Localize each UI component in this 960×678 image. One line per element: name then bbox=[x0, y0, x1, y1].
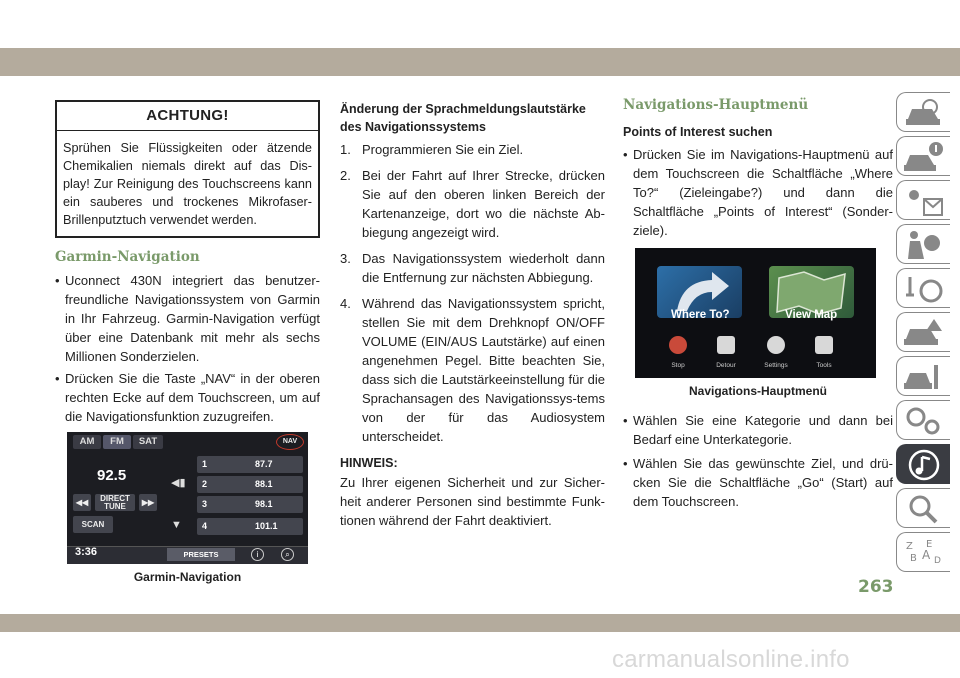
gears-icon bbox=[904, 405, 944, 437]
detour-icon bbox=[717, 336, 735, 354]
note-label: HINWEIS: bbox=[340, 456, 398, 470]
car-warning-icon bbox=[904, 317, 944, 349]
list-item: 4. Während das Navigationssystem spricht, stellen Sie mit dem Drehknopf ON/OFF VOLUME (EIN/AUS Lautstärke) auf einen angenehmen Pegel. Bitte beachten Sie, dass sich die Lautstärkeeinstellung für die Sprachansagen des Navigationssys-tems von der für das Audiosystem unterscheidet. bbox=[340, 296, 605, 444]
note-text: Zu Ihrer eigenen Sicherheit und zur Sicher-heit anderer Personen sind bestimmte Funk-tionen während der Fahrt deaktiviert. bbox=[340, 475, 605, 528]
detour-label: Detour bbox=[716, 362, 736, 369]
tab-index[interactable] bbox=[896, 488, 950, 528]
tab-vehicle-overview[interactable] bbox=[896, 92, 950, 132]
chevron-down-icon: ▼ bbox=[171, 519, 182, 531]
volume-heading: Änderung der Sprachmeldungslautstärke des Navigationssystems bbox=[340, 102, 586, 134]
scan-button: SCAN bbox=[73, 516, 113, 533]
nav-menu-screenshot bbox=[635, 248, 876, 378]
settings-icon bbox=[767, 336, 785, 354]
car-icon bbox=[904, 97, 944, 129]
tab-dashboard[interactable] bbox=[896, 180, 950, 220]
alphabet-icon bbox=[904, 537, 944, 569]
tab-alphabetical[interactable] bbox=[896, 532, 950, 572]
list-item: 3. Das Navigationssystem wiederholt dann die Entfernung zur nächsten Abbiegung. bbox=[340, 251, 605, 285]
magnifier-icon bbox=[904, 493, 944, 525]
clock: 3:36 bbox=[75, 546, 98, 558]
volume-steps bbox=[340, 140, 605, 446]
preset-row: 2 88.1 bbox=[197, 476, 303, 493]
list-item: • Wählen Sie das gewünschte Ziel, und drü-cken Sie die Schaltfläche „Go“ (Start) auf dem Touchscreen. bbox=[623, 454, 893, 511]
seek-back-icon: ◀◀ bbox=[73, 494, 91, 511]
footer-watermark: carmanualsonline.info bbox=[612, 646, 850, 673]
list-item: • Drücken Sie die Taste „NAV“ in der oberen rechten Ecke auf dem Touchscreen, um auf die Navigationsfunktion zuzugreifen. bbox=[55, 369, 320, 426]
column-middle bbox=[340, 100, 605, 530]
tab-maintenance[interactable] bbox=[896, 356, 950, 396]
bottom-band bbox=[0, 614, 960, 632]
chapter-tabs bbox=[896, 92, 954, 576]
list-item: 1. Programmieren Sie ein Ziel. bbox=[340, 142, 524, 157]
tab-driving[interactable] bbox=[896, 268, 950, 308]
where-to-label: Where To? bbox=[671, 309, 730, 321]
tab-technical[interactable] bbox=[896, 400, 950, 440]
list-item: • Uconnect 430N integriert das benutzer-freundliche Navigationssystem von Garmin in Ihr Fahrzeug. Garmin-Navigation verfügt über eine Datenbank mit mehr als sechs Millionen Sonderzielen. bbox=[55, 271, 320, 366]
tools-icon bbox=[815, 336, 833, 354]
presets-button: PRESETS bbox=[167, 548, 235, 561]
svg-text:Z: Z bbox=[906, 541, 913, 552]
view-map-label: View Map bbox=[785, 309, 838, 321]
garmin-bullets bbox=[55, 271, 320, 426]
poi-subheading: Points of Interest suchen bbox=[623, 125, 773, 139]
svg-text:A: A bbox=[922, 548, 931, 562]
garmin-heading: Garmin-Navigation bbox=[55, 249, 200, 265]
mainmenu-bullets-2 bbox=[623, 411, 893, 511]
figure-caption: Navigations-Hauptmenü bbox=[688, 384, 827, 398]
warning-box bbox=[55, 100, 320, 238]
radio-frequency: 92.5 bbox=[97, 467, 127, 484]
stop-icon bbox=[669, 336, 687, 354]
garmin-radio-screenshot bbox=[67, 432, 308, 564]
page-number: 263 bbox=[858, 577, 894, 597]
direct-tune-button: DIRECT TUNE bbox=[95, 494, 135, 511]
preset-row: 1 87.7 bbox=[197, 456, 303, 473]
airbag-icon bbox=[904, 229, 944, 261]
mainmenu-bullets bbox=[623, 145, 893, 240]
tools-label: Tools bbox=[816, 362, 832, 369]
preset-row: 4 101.1 bbox=[197, 518, 303, 535]
tab-safety[interactable] bbox=[896, 224, 950, 264]
stop-label: Stop bbox=[671, 362, 685, 369]
tab-fm: FM bbox=[103, 435, 131, 449]
top-band bbox=[0, 48, 960, 76]
wrench-icon bbox=[904, 361, 944, 393]
svg-text:D: D bbox=[934, 556, 941, 566]
warning-light-icon bbox=[904, 185, 944, 217]
search-icon: ⌕ bbox=[281, 548, 294, 561]
car-info-icon bbox=[904, 141, 944, 173]
warning-title: ACHTUNG! bbox=[57, 102, 318, 131]
info-icon: i bbox=[251, 548, 264, 561]
tab-multimedia[interactable] bbox=[896, 444, 950, 484]
nav-button: NAV bbox=[276, 434, 304, 450]
audio-balance-icon: ◀▮ bbox=[171, 477, 186, 489]
music-note-icon bbox=[904, 449, 944, 481]
warning-text: Sprühen Sie Flüssigkeiten oder ätzende Chemikalien niemals direkt auf das Dis-play! Zur Reinigung des Touchscreens kann ein sauberes und trockenes Mikrofaser-Brillenputztuch verwendet werden. bbox=[63, 141, 312, 227]
svg-text:E: E bbox=[926, 539, 933, 550]
steering-wheel-icon bbox=[904, 273, 944, 305]
list-item: • Drücken Sie im Navigations-Hauptmenü auf dem Touchscreen die Schaltfläche „Where To?“ (Zieleingabe?) und dann die Schaltfläche „Points of Interest“ (Sonder-ziele). bbox=[623, 145, 893, 240]
tab-am: AM bbox=[73, 435, 101, 449]
tab-sat: SAT bbox=[133, 435, 163, 449]
figure-caption: Garmin-Navigation bbox=[133, 570, 242, 584]
column-left bbox=[55, 100, 320, 587]
list-item: • Wählen Sie eine Kategorie und dann bei Bedarf eine Unterkategorie. bbox=[623, 411, 893, 449]
tab-information[interactable] bbox=[896, 136, 950, 176]
svg-text:B: B bbox=[910, 553, 917, 564]
tab-emergency[interactable] bbox=[896, 312, 950, 352]
column-right bbox=[623, 97, 893, 514]
list-item: 2. Bei der Fahrt auf Ihrer Strecke, drücken Sie auf den oberen linken Bereich der Kartenanzeige, dort wo die nächste Ab-biegung angezeigt wird. bbox=[340, 168, 605, 240]
preset-row: 3 98.1 bbox=[197, 496, 303, 513]
seek-forward-icon: ▶▶ bbox=[139, 494, 157, 511]
settings-label: Settings bbox=[764, 362, 788, 369]
mainmenu-heading: Navigations-Hauptmenü bbox=[623, 97, 809, 113]
